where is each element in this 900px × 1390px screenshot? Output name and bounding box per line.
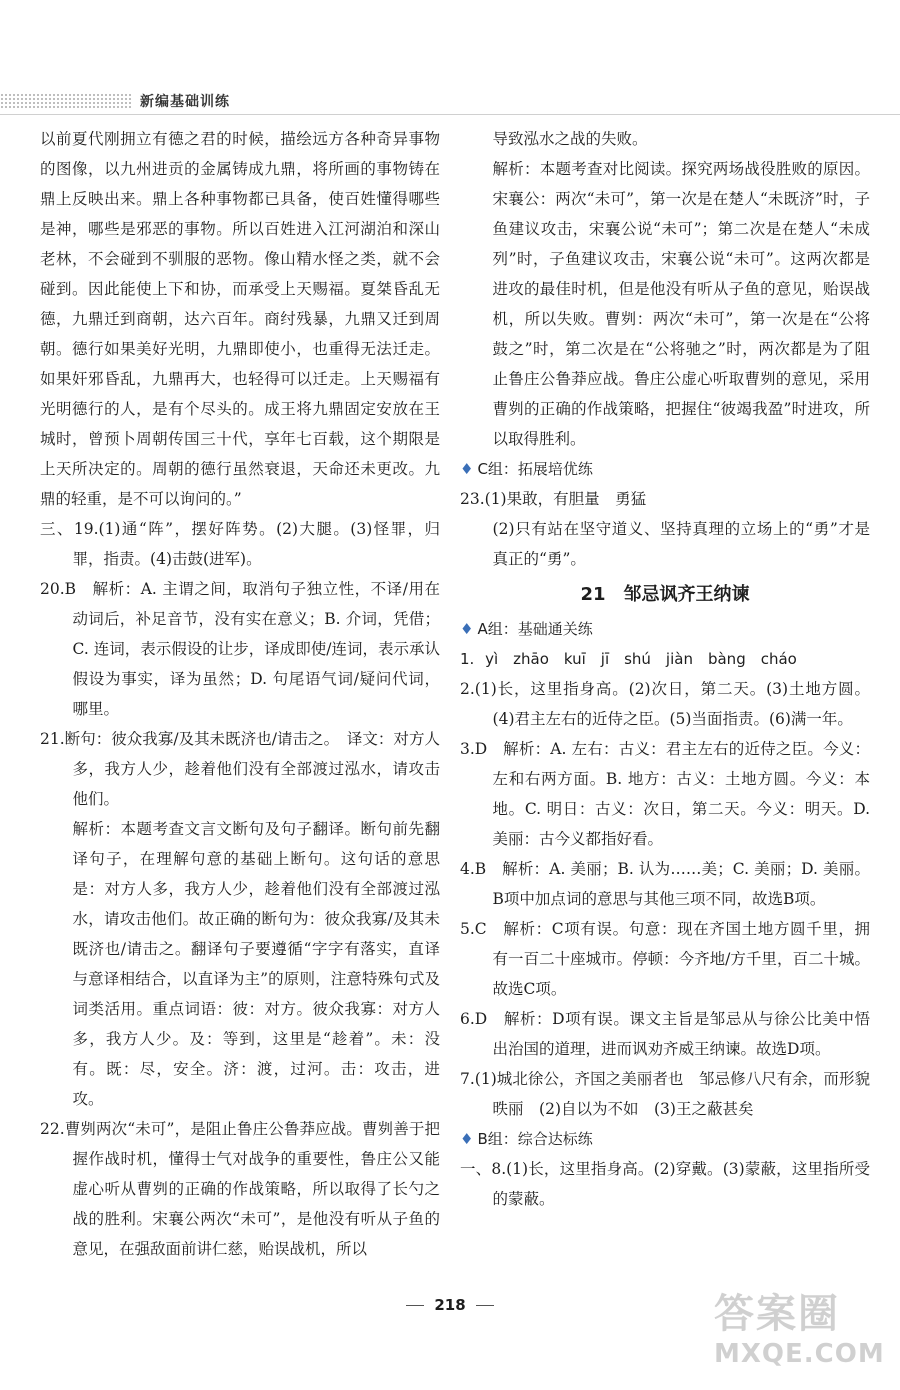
answer-4: 4.B 解析：A. 美丽；B. 认为……美；C. 美丽；D. 美丽。B项中加点词的意思与其他三项不同，故选B项。 bbox=[460, 860, 870, 908]
answer-20: 20.B 解析：A. 主谓之间，取消句子独立性，不译/用在动词后，补足音节，没有实在意义；B. 介词，凭借；C. 连词，表示假设的让步，译成即使/连词，表示承认假设为事实，译为虽然；D. 句尾语气词/疑问代词，哪里。 bbox=[40, 580, 440, 718]
translation-paragraph: 以前夏代刚拥立有德之君的时候，描绘远方各种奇异事物的图像，以九州进贡的金属铸成九鼎，将所画的事物铸在鼎上反映出来。鼎上各种事物都已具备，使百姓懂得哪些是神，哪些是邪恶的事物。所以百姓进入江河湖泊和深山老林，不会碰到不驯服的恶物。像山精水怪之类，就不会碰到。因此能使上下和协，而承受上天赐福。夏桀昏乱无德，九鼎迁到商朝，达六百年。商纣残暴，九鼎又迁到周朝。德行如果美好光明，九鼎即使小，也重得无法迁走。如果奸邪昏乱，九鼎再大，也轻得可以迁走。上天赐福有光明德行的人，是有个尽头的。成王将九鼎固定安放在王城时，曾预卜周朝传国三十代，享年七百载，这个期限是上天所决定的。周朝的德行虽然衰退，天命还未更改。九鼎的轻重，是不可以询问的。” bbox=[40, 130, 440, 508]
watermark-text-zh: 答案圈 bbox=[714, 1291, 840, 1337]
right-column bbox=[460, 124, 870, 1214]
header-decoration bbox=[0, 93, 133, 109]
answer-21: 21.断句：彼众我寡/及其未既济也/请击之。 译文：对方人多，我方人少，趁着他们没有全部渡过泓水，请攻击他们。 bbox=[40, 730, 440, 808]
answer-2: 2.(1)长，这里指身高。(2)次日，第二天。(3)土地方圆。(4)君主左右的近侍之臣。(5)当面指责。(6)满一年。 bbox=[460, 680, 870, 728]
answer-22-continued: 导致泓水之战的失败。 bbox=[492, 130, 648, 148]
page-dash-right bbox=[476, 1305, 494, 1306]
diamond-icon: ♦ bbox=[460, 460, 474, 478]
running-header-title: 新编基础训练 bbox=[140, 94, 230, 110]
watermark-text-en: MXQE.COM bbox=[714, 1339, 885, 1369]
lesson-title: 21 邹忌讽齐王纳谏 bbox=[580, 584, 750, 605]
section-heading-b: ♦ B组：综合达标练 bbox=[460, 1130, 593, 1148]
answer-7: 7.(1)城北徐公，齐国之美丽者也 邹忌修八尺有余，而形貌昳丽 (2)自以为不如 (3)王之蔽甚矣 bbox=[460, 1070, 870, 1118]
left-column bbox=[40, 124, 440, 1264]
answer-22: 22.曹刿两次“未可”，是阻止鲁庄公鲁莽应战。曹刿善于把握作战时机，懂得士气对战争的重要性，鲁庄公又能虚心听从曹刿的正确的作战策略，所以取得了长勺之战的胜利。宋襄公两次“未可”，是他没有听从子鱼的意见，在强敌面前讲仁慈，贻误战机，所以 bbox=[40, 1120, 440, 1258]
watermark-logo bbox=[714, 1282, 884, 1372]
page-dash-left bbox=[406, 1305, 424, 1306]
answer-3: 3.D 解析：A. 左右：古义：君主左右的近侍之臣。今义：左和右两方面。B. 地方：古义：土地方圆。今义：本地。C. 明日：古义：次日，第二天。今义：明天。D. 美丽：古今义都指好看。 bbox=[460, 740, 870, 848]
page-number: 218 bbox=[0, 1296, 900, 1314]
analysis-22: 解析：本题考查对比阅读。探究两场战役胜败的原因。宋襄公：两次“未可”，第一次是在楚人“未既济”时，子鱼建议攻击，宋襄公说“未可”；第二次是在楚人“未成列”时，子鱼建议攻击，宋襄公说“未可”。这两次都是进攻的最佳时机，但是他没有听从子鱼的意见，贻误战机，所以失败。曹刿：两次“未可”，第一次是在“公将鼓之”时，第二次是在“公将驰之”时，两次都是为了阻止鲁庄公鲁莽应战。鲁庄公虚心听取曹刿的意见，采用曹刿的正确的作战策略，把握住“彼竭我盈”时进攻，所以取得胜利。 bbox=[492, 160, 870, 448]
section-heading-c: ♦ C组：拓展培优练 bbox=[460, 460, 593, 478]
answer-1-pinyin: 1. yì zhāo kuī jī shú jiàn bàng cháo bbox=[460, 650, 797, 668]
answer-23-part2: (2)只有站在坚守道义、坚持真理的立场上的“勇”才是真正的“勇”。 bbox=[492, 520, 870, 568]
analysis-21: 解析：本题考查文言文断句及句子翻译。断句前先翻译句子，在理解句意的基础上断句。这句话的意思是：对方人多，我方人少，趁着他们没有全部渡过泓水，请攻击他们。故正确的断句为：彼众我寡/及其未既济也/请击之。翻译句子要遵循“字字有落实，直译与意译相结合，以直译为主”的原则，注意特殊句式及词类活用。重点词语：彼：对方。彼众我寡：对方人多，我方人少。及：等到，这里是“趁着”。未：没有。既：尽，安全。济：渡，过河。击：攻击，进攻。 bbox=[72, 820, 440, 1108]
answer-23-part1: 23.(1)果敢，有胆量 勇猛 bbox=[460, 490, 647, 508]
diamond-icon: ♦ bbox=[460, 1130, 474, 1148]
answer-8: 一、8.(1)长，这里指身高。(2)穿戴。(3)蒙蔽，这里指所受的蒙蔽。 bbox=[460, 1160, 870, 1208]
answer-6: 6.D 解析：D项有误。课文主旨是邹忌从与徐公比美中悟出治国的道理，进而讽劝齐威王纳谏。故选D项。 bbox=[460, 1010, 870, 1058]
answer-19: 三、19.(1)通“阵”，摆好阵势。(2)大腿。(3)怪罪，归罪，指责。(4)击鼓(进军)。 bbox=[40, 520, 440, 568]
section-heading-a: ♦ A组：基础通关练 bbox=[460, 620, 593, 638]
header-rule bbox=[0, 114, 900, 115]
answer-5: 5.C 解析：C项有误。句意：现在齐国土地方圆千里，拥有一百二十座城市。停顿：今齐地/方千里，百二十城。故选C项。 bbox=[460, 920, 870, 998]
diamond-icon: ♦ bbox=[460, 620, 474, 638]
